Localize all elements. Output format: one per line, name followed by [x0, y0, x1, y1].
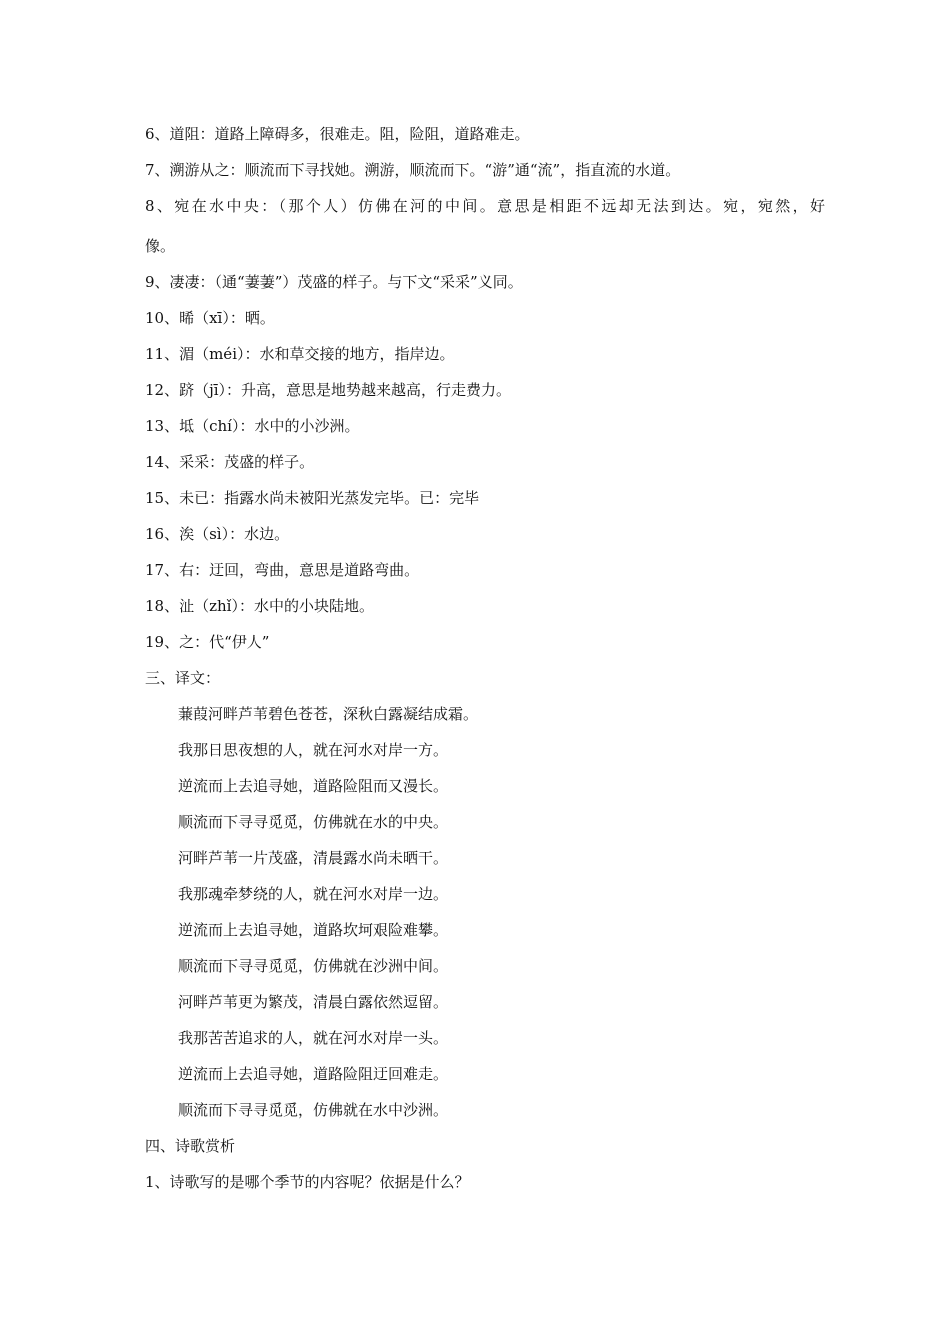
- note-14: 14、采采：茂盛的样子。: [145, 453, 315, 471]
- question-1: 1、诗歌写的是哪个季节的内容呢？依据是什么？: [145, 1173, 470, 1191]
- translation-line: 顺流而下寻寻觅觅，仿佛就在水的中央。: [178, 813, 449, 831]
- note-10: 10、晞（xī）：晒。: [145, 309, 275, 327]
- translation-line: 河畔芦苇更为繁茂，清晨白露依然逗留。: [178, 993, 449, 1011]
- note-15: 15、未已：指露水尚未被阳光蒸发完毕。已：完毕: [145, 489, 480, 507]
- translation-line: 逆流而上去追寻她，道路坎坷艰险难攀。: [178, 921, 449, 939]
- translation-line: 我那日思夜想的人，就在河水对岸一方。: [178, 741, 449, 759]
- translation-line: 河畔芦苇一片茂盛，清晨露水尚未晒干。: [178, 849, 449, 867]
- translation-line: 顺流而下寻寻觅觅，仿佛就在水中沙洲。: [178, 1101, 449, 1119]
- translation-line: 逆流而上去追寻她，道路险阻而又漫长。: [178, 777, 449, 795]
- note-16: 16、涘（sì）：水边。: [145, 525, 290, 543]
- note-7: 7、溯游从之：顺流而下寻找她。溯游，顺流而下。“游”通“流”，指直流的水道。: [145, 161, 681, 179]
- translation-line: 我那魂牵梦绕的人，就在河水对岸一边。: [178, 885, 449, 903]
- note-8: 8、宛在水中央：（那个人）仿佛在河的中间。意思是相距不远却无法到达。宛，宛然，好: [145, 197, 825, 215]
- note-12: 12、跻（jī）：升高，意思是地势越来越高，行走费力。: [145, 381, 512, 399]
- note-19: 19、之：代“伊人”: [145, 633, 270, 651]
- note-11: 11、湄（méi）：水和草交接的地方，指岸边。: [145, 345, 455, 363]
- note-8-continuation: 像。: [145, 237, 176, 255]
- note-18: 18、沚（zhǐ）：水中的小块陆地。: [145, 597, 374, 615]
- appreciation-heading: 四、诗歌赏析: [145, 1137, 236, 1155]
- note-17: 17、右：迂回，弯曲，意思是道路弯曲。: [145, 561, 420, 579]
- document-body: [145, 124, 825, 1208]
- note-6: 6、道阻：道路上障碍多，很难走。阻，险阻，道路难走。: [145, 125, 530, 143]
- translation-heading: 三、译文：: [145, 669, 221, 687]
- translation-line: 蒹葭河畔芦苇碧色苍苍，深秋白露凝结成霜。: [178, 705, 479, 723]
- note-9: 9、凄凄：（通“萋萋”）茂盛的样子。与下文“采采”义同。: [145, 273, 523, 291]
- translation-line: 我那苦苦追求的人，就在河水对岸一头。: [178, 1029, 449, 1047]
- translation-line: 逆流而上去追寻她，道路险阻迂回难走。: [178, 1065, 449, 1083]
- translation-line: 顺流而下寻寻觅觅，仿佛就在沙洲中间。: [178, 957, 449, 975]
- note-13: 13、坻（chí）：水中的小沙洲。: [145, 417, 360, 435]
